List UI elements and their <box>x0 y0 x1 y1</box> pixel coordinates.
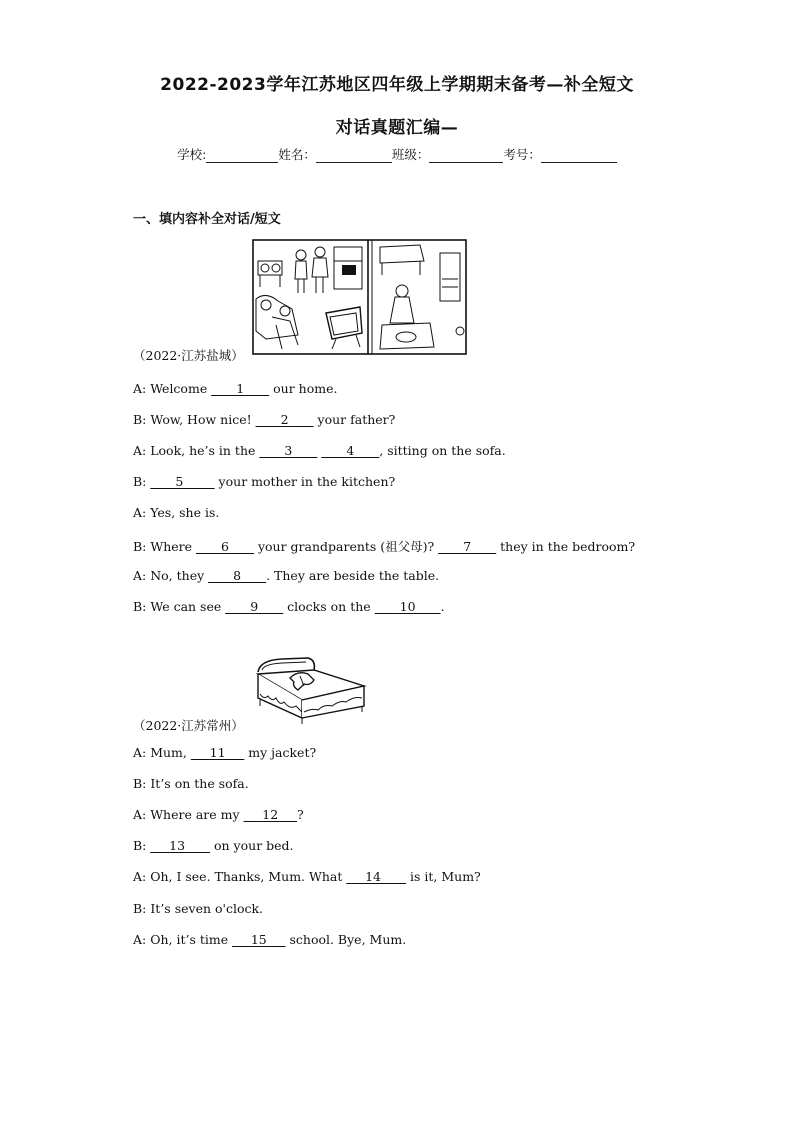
answer-blank[interactable]: ___13____ <box>150 838 211 853</box>
name-label: 姓名： <box>278 147 316 162</box>
dialogue-line: A: Mum, ___11___ my jacket? <box>133 745 317 760</box>
name-field[interactable] <box>316 148 392 163</box>
dialogue-line: B: It’s on the sofa. <box>133 776 249 791</box>
answer-blank[interactable]: ____5_____ <box>150 474 215 489</box>
dialogue-line: B: Wow, How nice! ____2____ your father? <box>133 412 396 427</box>
answer-blank[interactable]: ____1____ <box>211 381 270 396</box>
dialogue-line: B: We can see ____9____ clocks on the ____10____. <box>133 599 445 614</box>
number-label: 考号： <box>503 147 541 162</box>
student-info-row <box>0 145 794 163</box>
dialogue-line: B: ___13____ on your bed. <box>133 838 294 853</box>
answer-blank[interactable]: ____7____ <box>438 539 497 554</box>
number-field[interactable] <box>541 148 617 163</box>
bed-with-jacket-illustration <box>252 656 370 726</box>
dialogue-line: B: Where ____6____ your grandparents (祖父母)? ____7____ they in the bedroom? <box>133 539 636 554</box>
answer-blank[interactable]: ___14____ <box>346 869 407 884</box>
answer-blank[interactable]: ____4____ <box>321 443 380 458</box>
section-heading: 一、填内容补全对话/短文 <box>133 212 281 227</box>
dialogue-line: A: Oh, I see. Thanks, Mum. What ___14____ is it, Mum? <box>133 869 481 884</box>
answer-blank[interactable]: ____6____ <box>196 539 254 554</box>
answer-blank[interactable]: ____8____ <box>208 568 267 583</box>
answer-blank[interactable]: ____9____ <box>225 599 284 614</box>
source-label: （2022·江苏盐城） <box>133 348 244 363</box>
school-label: 学校: <box>177 147 207 162</box>
school-field[interactable] <box>206 148 278 163</box>
dialogue-line: B: It’s seven o'clock. <box>133 901 264 916</box>
class-field[interactable] <box>429 148 503 163</box>
dialogue-line: A: No, they ____8____. They are beside the table. <box>133 568 440 583</box>
answer-blank[interactable]: ___15___ <box>232 932 286 947</box>
dialogue-line: A: Look, he’s in the ____3____ ____4____, sitting on the sofa. <box>133 443 506 458</box>
dialogue-line: A: Where are my ___12___? <box>133 807 304 822</box>
class-label: 班级： <box>391 147 430 162</box>
page-title-line2: 对话真题汇编— <box>335 118 459 138</box>
answer-blank[interactable]: ___11___ <box>190 745 245 760</box>
dialogue-line: B: ____5_____ your mother in the kitchen? <box>133 474 396 489</box>
answer-blank[interactable]: ____3____ <box>259 443 318 458</box>
answer-blank[interactable]: ____2____ <box>255 412 314 427</box>
dialogue-line: A: Oh, it’s time ___15___ school. Bye, Mum. <box>133 932 407 947</box>
house-scene-illustration <box>252 239 467 355</box>
dialogue-line: A: Yes, she is. <box>133 505 220 520</box>
answer-blank[interactable]: ____10____ <box>374 599 441 614</box>
answer-blank[interactable]: ___12___ <box>243 807 297 822</box>
page-title: 2022-2023学年江苏地区四年级上学期期末备考—补全短文 <box>160 75 634 95</box>
dialogue-line: A: Welcome ____1____ our home. <box>133 381 338 396</box>
source-label: （2022·江苏常州） <box>133 718 244 733</box>
